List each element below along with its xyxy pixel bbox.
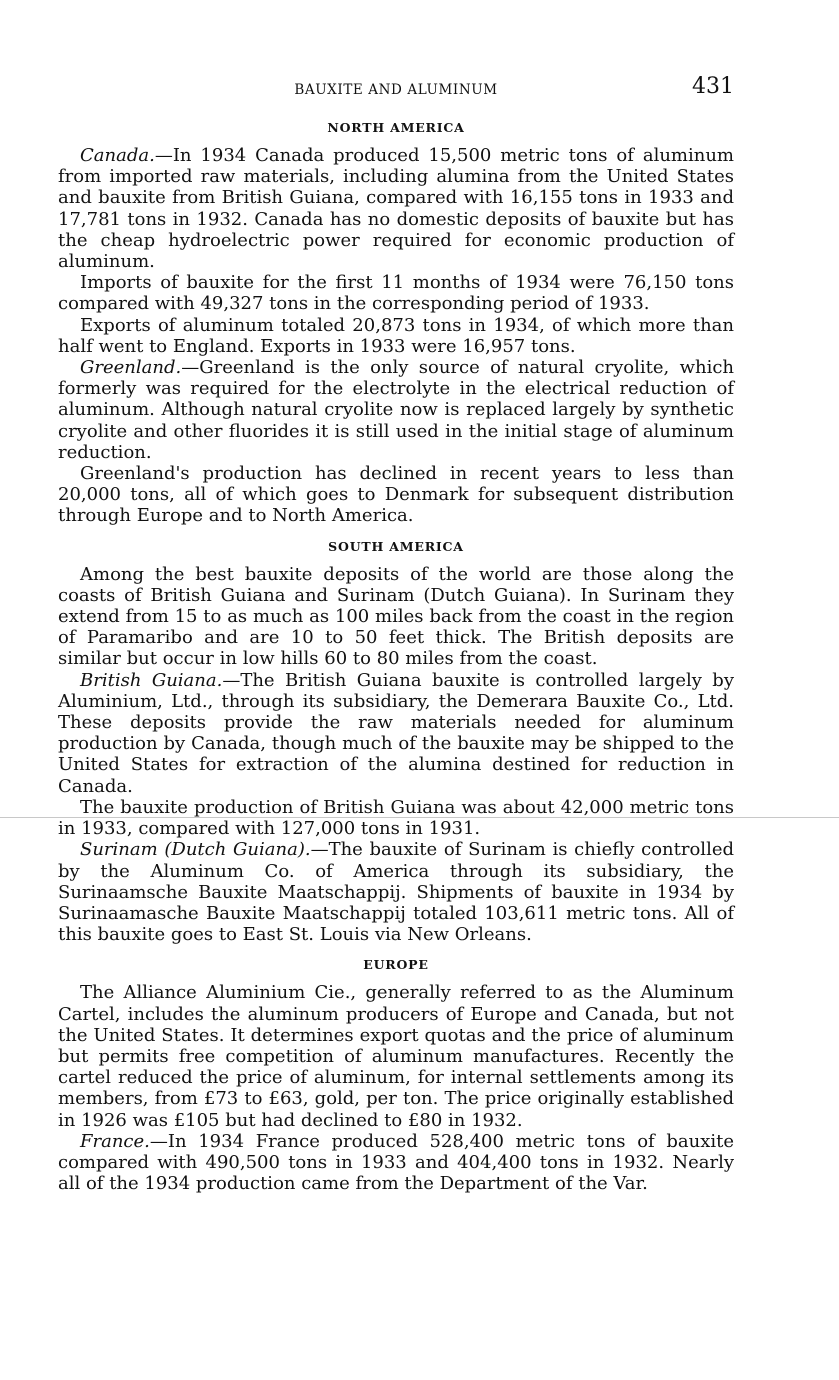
paragraph-exports: Exports of aluminum totaled 20,873 tons in 1934, of which more than half went to England. Exports in 1933 were 16,957 tons. [58, 314, 734, 357]
run-in-heading-british-guiana: British Guiana. [80, 669, 223, 691]
paragraph-imports: Imports of bauxite for the first 11 months of 1934 were 76,150 tons compared with 49,327 tons in the corresponding period of 1933. [58, 272, 734, 315]
paragraph-aluminum-cartel: The Alliance Aluminium Cie., generally referred to as the Aluminum Cartel, includes the aluminum producers of Europe and Canada, but not the United States. It determines export quotas and the price of aluminum but permits free competition of aluminum manufactures. Recently the cartel reduced the price of aluminum, for internal settlements among its members, from £73 to £63, gold, per ton. The price originally established in 1926 was £105 but had declined to £80 in 1932. [58, 982, 734, 1131]
paragraph-british-guiana-production: The bauxite production of British Guiana was about 42,000 metric tons in 1933, compared with 127,000 tons in 1931. [58, 796, 734, 840]
paragraph-france [58, 1131, 734, 1195]
section-heading-north-america: NORTH AMERICA [327, 120, 465, 135]
run-in-heading-canada: Canada. [80, 145, 155, 166]
paragraph-surinam [58, 839, 734, 945]
running-title: BAUXITE AND ALUMINUM [294, 82, 498, 98]
run-in-heading-greenland: Greenland. [80, 357, 182, 379]
paragraph-text: —The British Guiana bauxite is controlled largely by Aluminium, Ltd., through its subsidiary, the Demerara Bauxite Co., Ltd. These deposits provide the raw materials needed for aluminum production by Canada, though much of the bauxite may be shipped to the United States for extraction of the alumina destined for reduction in Canada. [58, 669, 735, 797]
section-heading-europe: EUROPE [363, 957, 429, 973]
paragraph-text: —In 1934 Canada produced 15,500 metric tons of aluminum from imported raw materials, including alumina from the United States and bauxite from British Guiana, compared with 16,155 tons in 1933 and 17,781 tons in 1932. Canada has no domestic deposits of bauxite but has the cheap hydroelectric power required for economic production of aluminum. [58, 145, 734, 273]
page-number: 431 [692, 74, 734, 99]
document-page [58, 74, 734, 1194]
paragraph-greenland [58, 357, 734, 463]
paragraph-text: —In 1934 France produced 528,400 metric tons of bauxite compared with 490,500 tons in 1933 and 404,400 tons in 1932. Nearly all of the 1934 production came from the Department of the Var. [58, 1130, 734, 1195]
paragraph-greenland-production: Greenland's production has declined in recent years to less than 20,000 tons, all of which goes to Denmark for subsequent distribution through Europe and to North America. [58, 463, 734, 527]
run-in-heading-surinam: Surinam (Dutch Guiana). [80, 839, 311, 861]
paragraph-canada [58, 145, 734, 272]
paragraph-south-america-intro: Among the best bauxite deposits of the world are those along the coasts of British Guiana and Surinam (Dutch Guiana). In Surinam they extend from 15 to as much as 100 miles back from the coast in the region of Paramaribo and are 10 to 50 feet thick. The British deposits are similar but occur in low hills 60 to 80 miles from the coast. [58, 563, 734, 670]
paragraph-text: —The bauxite of Surinam is chiefly controlled by the Aluminum Co. of America through its subsidiary, the Surinaamsche Bauxite Maatschappij. Shipments of bauxite in 1934 by Surinaamasche Bauxite Maatschappij totaled 103,611 metric tons. All of this bauxite goes to East St. Louis via New Orleans. [58, 839, 734, 946]
run-in-heading-france: France. [80, 1130, 150, 1152]
paragraph-british-guiana [58, 670, 734, 797]
section-heading-south-america: SOUTH AMERICA [328, 538, 464, 554]
paragraph-text: —Greenland is the only source of natural cryolite, which formerly was required for the electrolyte in the electrical reduction of aluminum. Although natural cryolite now is replaced largely by synthetic cryolite and other fluorides it is still used in the initial stage of aluminum reduction. [58, 357, 734, 463]
running-header [58, 74, 734, 106]
